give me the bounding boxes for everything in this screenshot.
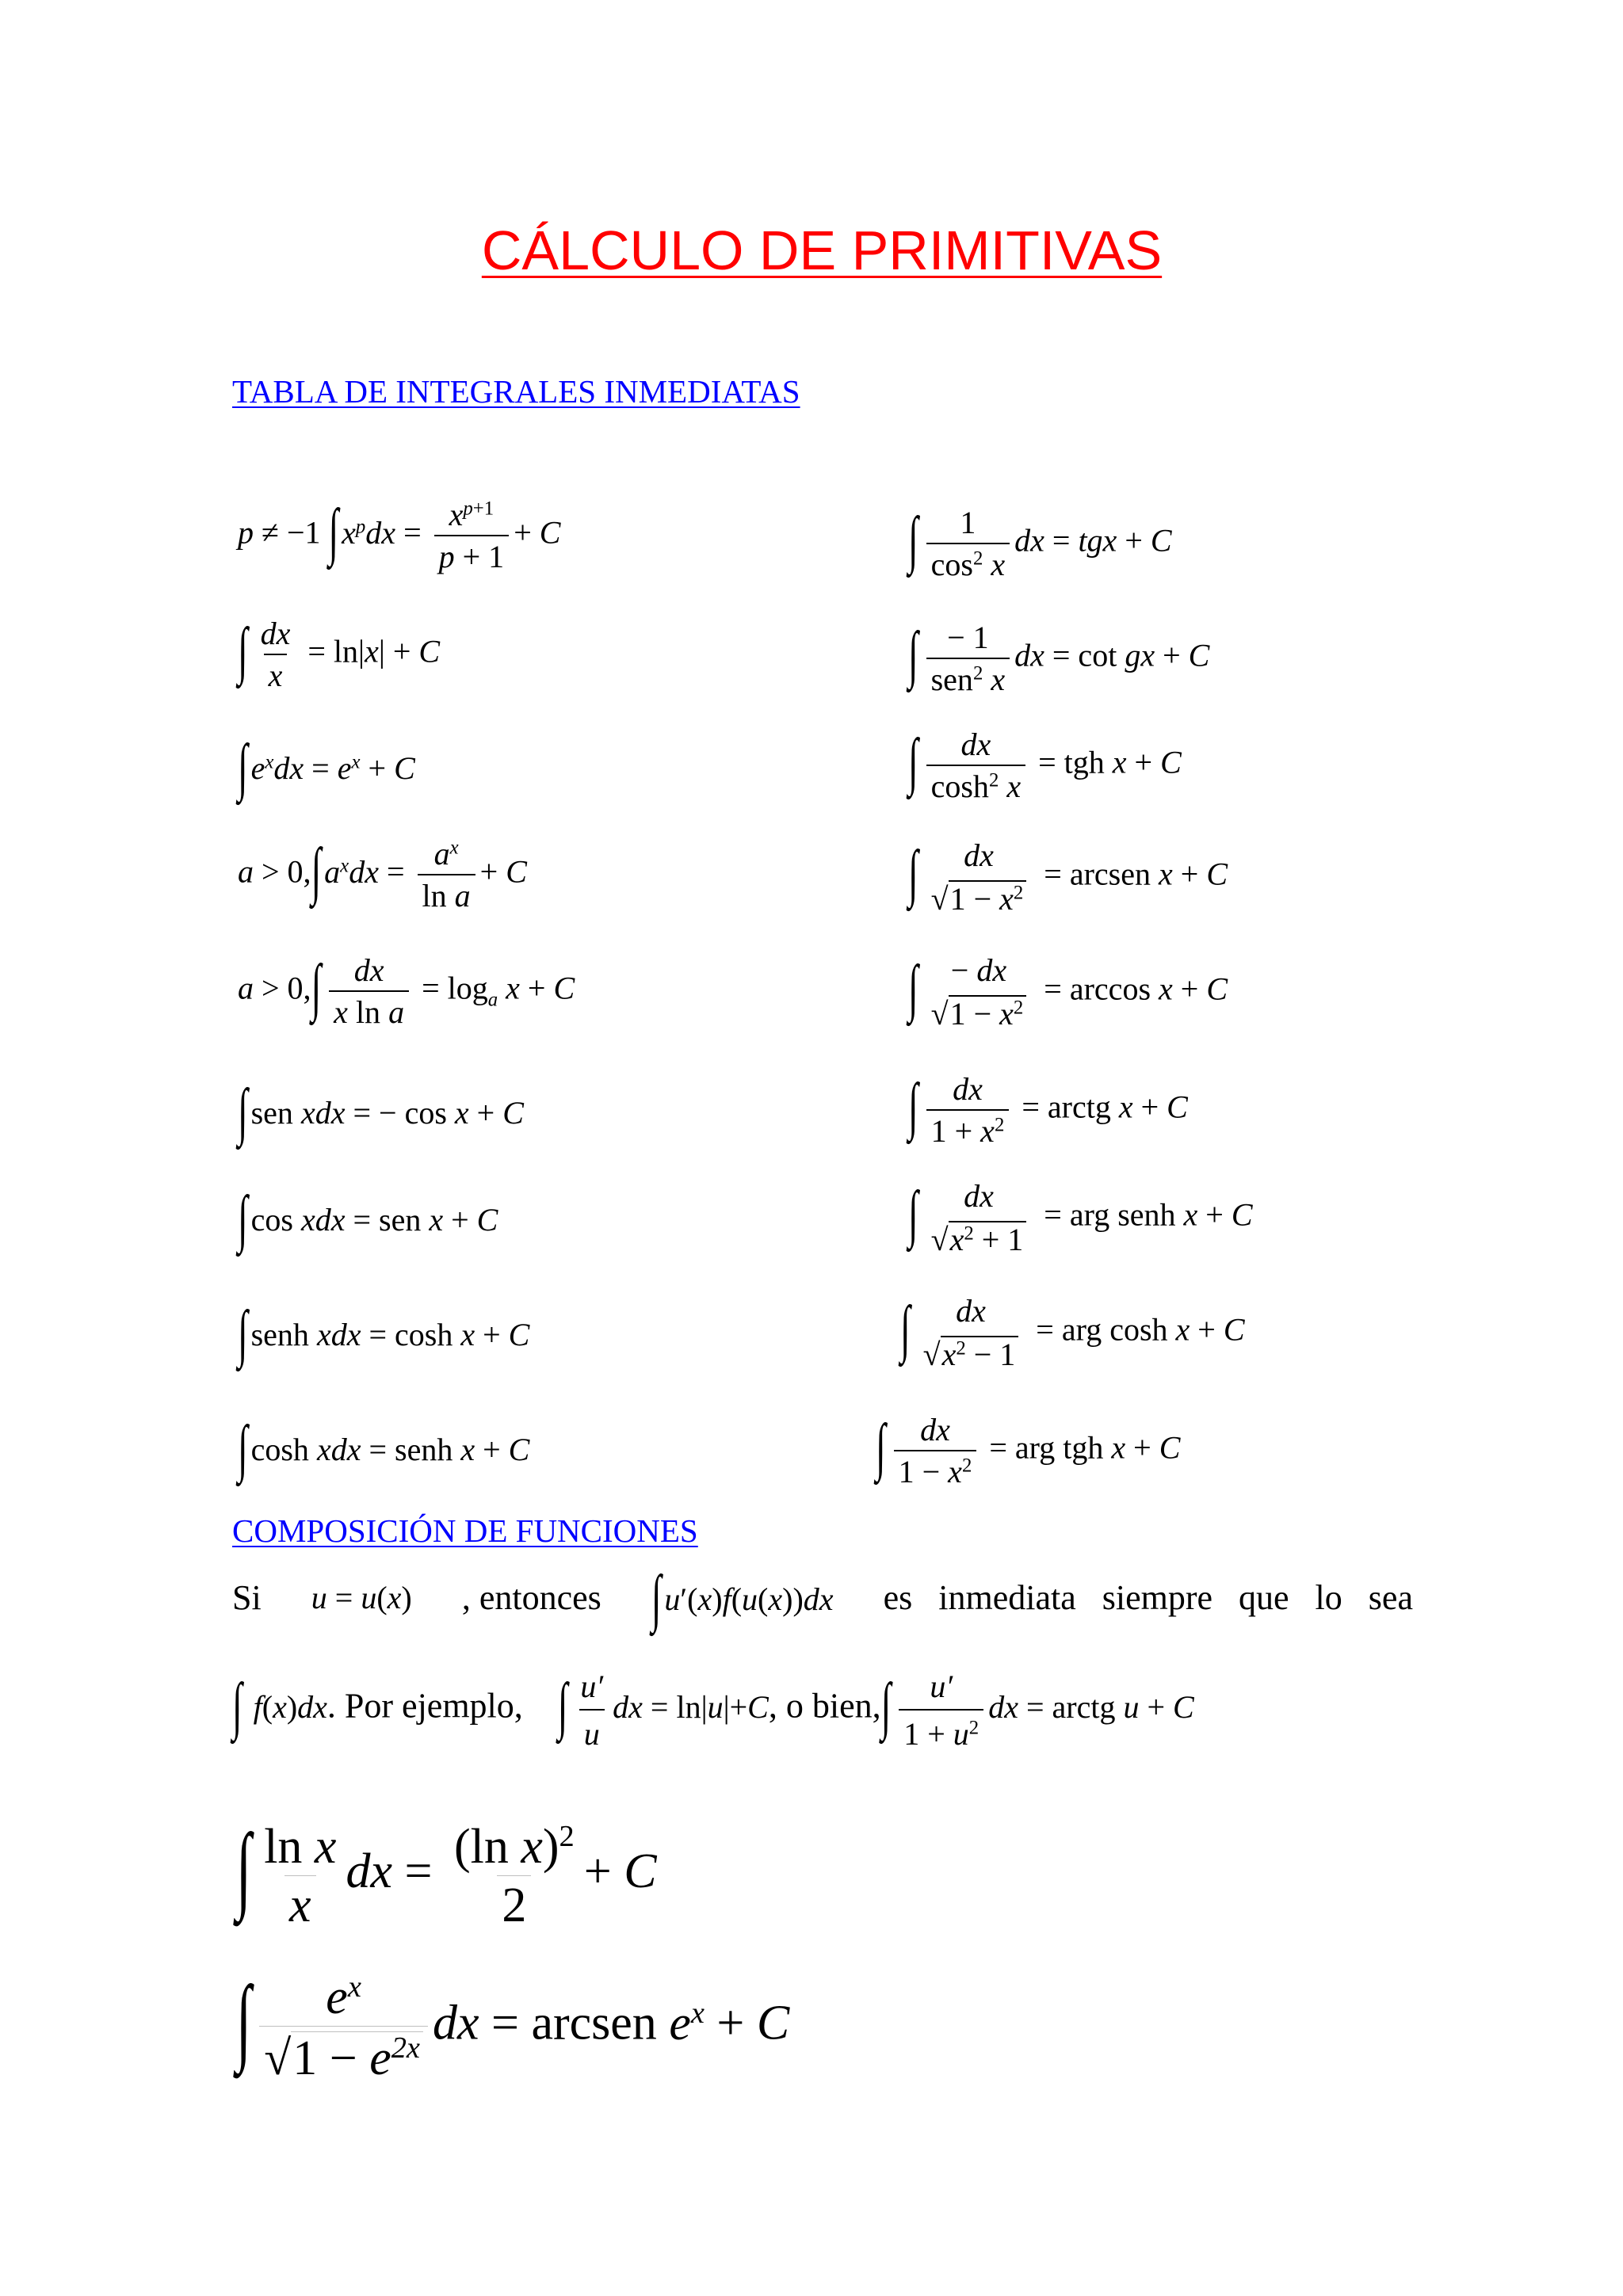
formula-exp-base-a: a > 0,∫ $a^xdx$ = $\frac{a^x}{\text{ln a}}$ + C [238, 834, 527, 913]
formula-arccos: ∫ − dx $√1 - x^2$ = arccos x + C [908, 952, 1228, 1032]
formula-argtanh: ∫ $\frac{dx}{1 - x^2}$ = arg tgh x + C [876, 1410, 1181, 1489]
text-por-ejemplo: . Por ejemplo, [327, 1686, 523, 1726]
formula-cot: ∫ $\frac{- 1}{sen^2 x}$ dx = cot gx + C [908, 618, 1210, 697]
formula-sinh: ∫ senh xdx = cosh x + C [238, 1297, 530, 1368]
example-arcsin-integral: ∫ $\frac{e^x}{√1 - e^{2x}}$ dx = arcsen $e^x + C$ [236, 1967, 790, 2085]
example-ln-integral: ∫ $\frac{\text{ln x}}{x}$ dx = $\frac{(\ln x)^2}{2}$ + C [236, 1815, 657, 1932]
formula-log-base-a: a > 0,∫ $\frac{dx}{\text{x ln a}}$ = $\log_a x + C$ [238, 951, 575, 1030]
formula-sin: ∫ sen xdx = − cos x + C [238, 1075, 524, 1146]
formula-argsinh: ∫ dx $√x^2 + 1$ = arg senh x + C [908, 1177, 1253, 1257]
formula-tan: ∫ $\frac{1}{\cos^2 x}$ dx = tgx + C [908, 503, 1172, 582]
text-si: Si [232, 1578, 262, 1617]
text-o-bien: , o bien, [768, 1686, 881, 1726]
section-heading-table: TABLA DE INTEGRALES INMEDIATAS [232, 373, 800, 410]
formula-cos: ∫ cos xdx = sen x + C [238, 1182, 498, 1253]
formula-exp: ∫ $e^xdx = e^x + C$ [238, 730, 415, 802]
composition-paragraph-line2: ∫ f(x)dx. Por ejemplo, ∫ $\frac{u'}{u}$ dx = ln|u|+C, o bien,∫ $\frac{u'}{1 + u^2}$ dx = arctg u + C [232, 1669, 1194, 1752]
formula-tanh: ∫ $\frac{dx}{\cosh^2 x}$ = tgh x + C [908, 725, 1182, 804]
composition-paragraph-line1: Si u = u(x) , entonces ∫ u′(x)f(u(x))dx es inmediata siempre que lo sea [232, 1562, 1413, 1634]
text-es-inmediata: es inmediata siempre que lo sea [883, 1578, 1413, 1617]
formula-reciprocal: ∫ $\frac{dx}{x}$ = ln|x| + C [238, 614, 441, 693]
formula-cosh: ∫ cosh xdx = senh x + C [238, 1412, 530, 1483]
text-entonces: , entonces [461, 1578, 601, 1617]
page-title: CÁLCULO DE PRIMITIVAS [481, 219, 1163, 281]
formula-arcsin: ∫ dx $√1 - x^2$ = arcsen x + C [908, 837, 1228, 917]
formula-argcosh: ∫ dx $√x^2 - 1$ = arg cosh x + C [900, 1292, 1245, 1372]
formula-power-rule: p ≠ −1 ∫ $x^pdx$ = $\frac{x^{p+1}}{p + 1}$ + C [238, 495, 561, 574]
formula-arctan: ∫ $\frac{dx}{1 + x^2}$ = arctg x + C [908, 1070, 1188, 1149]
section-heading-composition: COMPOSICIÓN DE FUNCIONES [232, 1512, 698, 1549]
